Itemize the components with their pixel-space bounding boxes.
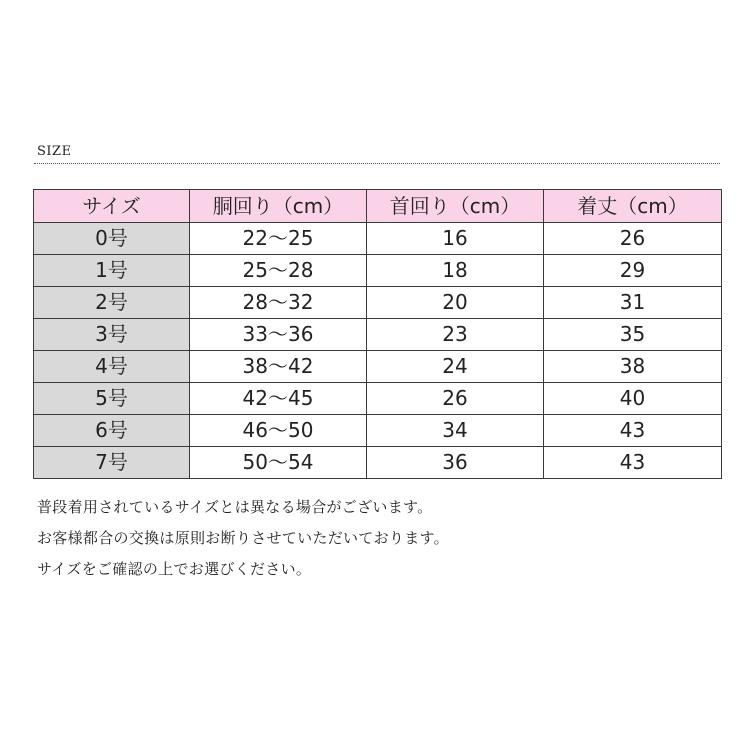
size-notes <box>37 492 449 585</box>
note-line: お客様都合の交換は原則お断りさせていただいております。 <box>37 529 449 547</box>
length-cell: 38 <box>544 351 722 383</box>
neck-cell: 16 <box>367 223 544 255</box>
table-row <box>34 447 722 479</box>
waist-cell: 25～28 <box>190 255 367 287</box>
table-header-row <box>34 190 722 223</box>
neck-cell: 18 <box>367 255 544 287</box>
length-cell: 43 <box>544 415 722 447</box>
size-chart-table <box>33 189 722 479</box>
size-cell: 7号 <box>34 447 190 479</box>
length-cell: 43 <box>544 447 722 479</box>
size-cell: 4号 <box>34 351 190 383</box>
neck-cell: 23 <box>367 319 544 351</box>
length-cell: 26 <box>544 223 722 255</box>
dotted-divider <box>34 163 720 164</box>
table-row <box>34 415 722 447</box>
waist-cell: 38～42 <box>190 351 367 383</box>
table-row <box>34 223 722 255</box>
size-cell: 1号 <box>34 255 190 287</box>
waist-cell: 22～25 <box>190 223 367 255</box>
waist-cell: 50～54 <box>190 447 367 479</box>
size-cell: 2号 <box>34 287 190 319</box>
header-neck: 首回り（cm） <box>367 190 544 223</box>
table-row <box>34 319 722 351</box>
table-row <box>34 351 722 383</box>
waist-cell: 46～50 <box>190 415 367 447</box>
note-line: サイズをご確認の上でお選びください。 <box>37 560 312 578</box>
waist-cell: 42～45 <box>190 383 367 415</box>
length-cell: 40 <box>544 383 722 415</box>
length-cell: 31 <box>544 287 722 319</box>
length-cell: 29 <box>544 255 722 287</box>
size-cell: 6号 <box>34 415 190 447</box>
neck-cell: 34 <box>367 415 544 447</box>
size-cell: 5号 <box>34 383 190 415</box>
neck-cell: 26 <box>367 383 544 415</box>
table-row <box>34 287 722 319</box>
waist-cell: 28～32 <box>190 287 367 319</box>
note-line: 普段着用されているサイズとは異なる場合がございます。 <box>37 498 433 516</box>
section-label: SIZE <box>37 144 72 159</box>
header-size: サイズ <box>34 190 190 223</box>
neck-cell: 36 <box>367 447 544 479</box>
size-cell: 0号 <box>34 223 190 255</box>
header-waist: 胴回り（cm） <box>190 190 367 223</box>
waist-cell: 33～36 <box>190 319 367 351</box>
header-length: 着丈（cm） <box>544 190 722 223</box>
neck-cell: 20 <box>367 287 544 319</box>
size-cell: 3号 <box>34 319 190 351</box>
neck-cell: 24 <box>367 351 544 383</box>
length-cell: 35 <box>544 319 722 351</box>
table-row <box>34 255 722 287</box>
table-row <box>34 383 722 415</box>
